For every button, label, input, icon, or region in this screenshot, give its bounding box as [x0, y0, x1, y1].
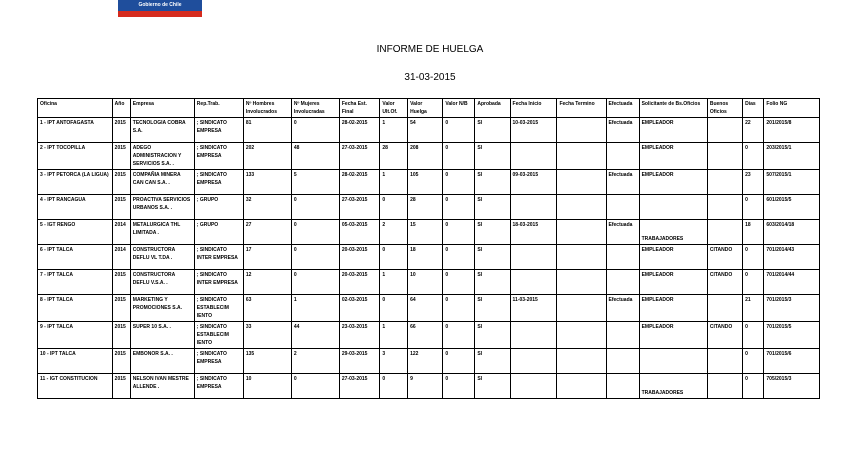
- report-title: INFORME DE HUELGA: [376, 44, 484, 55]
- table-cell: 32: [243, 195, 291, 220]
- table-cell: COMPAÑIA MINERA CAN CAN S.A. .: [130, 170, 194, 195]
- table-cell: [510, 245, 557, 270]
- table-cell: [639, 195, 707, 220]
- table-cell: [606, 270, 639, 295]
- table-cell: EMPLEADOR: [639, 295, 707, 322]
- column-header: Aprobada: [475, 99, 510, 118]
- table-cell: 0: [443, 170, 475, 195]
- table-cell: ; SINDICATO ESTABLECIM IENTO: [194, 295, 243, 322]
- table-cell: [606, 349, 639, 374]
- table-cell: Efectuada: [606, 295, 639, 322]
- column-header: Valor N/B: [443, 99, 475, 118]
- table-cell: 1: [291, 295, 339, 322]
- table-cell: 2015: [112, 322, 130, 349]
- table-cell: [707, 118, 742, 143]
- table-row: [38, 374, 820, 399]
- table-row: [38, 270, 820, 295]
- table-cell: Efectuada: [606, 170, 639, 195]
- table-row: [38, 349, 820, 374]
- table-cell: 2015: [112, 270, 130, 295]
- table-cell: 2: [380, 220, 408, 245]
- table-cell: 0: [743, 374, 764, 399]
- table-cell: 0: [743, 270, 764, 295]
- table-cell: 9 - IPT TALCA: [38, 322, 113, 349]
- table-cell: EMPLEADOR: [639, 118, 707, 143]
- table-cell: [557, 322, 606, 349]
- table-cell: 18: [408, 245, 443, 270]
- table-cell: CITANDO: [707, 322, 742, 349]
- table-cell: 0: [743, 349, 764, 374]
- table-cell: [557, 270, 606, 295]
- table-cell: 66: [408, 322, 443, 349]
- table-cell: 0: [443, 374, 475, 399]
- table-cell: 20-03-2015: [339, 245, 380, 270]
- table-cell: 0: [443, 143, 475, 170]
- table-cell: 507/2015/1: [764, 170, 820, 195]
- table-cell: 0: [443, 245, 475, 270]
- table-cell: 0: [443, 349, 475, 374]
- table-cell: 27-03-2015: [339, 374, 380, 399]
- table-cell: 27: [243, 220, 291, 245]
- table-cell: 81: [243, 118, 291, 143]
- table-cell: 7 - IPT TALCA: [38, 270, 113, 295]
- table-cell: [707, 295, 742, 322]
- table-cell: 28: [380, 143, 408, 170]
- table-cell: [510, 270, 557, 295]
- table-cell: 1: [380, 270, 408, 295]
- table-cell: 135: [243, 349, 291, 374]
- column-header: Rep.Trab.: [194, 99, 243, 118]
- table-cell: Efectuada: [606, 220, 639, 245]
- table-cell: 2 - IPT TOCOPILLA: [38, 143, 113, 170]
- table-cell: 18: [743, 220, 764, 245]
- table-cell: [606, 143, 639, 170]
- table-cell: 3 - IPT PETORCA (LA LIGUA): [38, 170, 113, 195]
- table-header-row: [38, 99, 820, 118]
- table-cell: ; SINDICATO EMPRESA: [194, 143, 243, 170]
- table-cell: SI: [475, 349, 510, 374]
- table-cell: 701/2014/43: [764, 245, 820, 270]
- table-cell: [510, 195, 557, 220]
- table-cell: 0: [743, 143, 764, 170]
- table-cell: [707, 195, 742, 220]
- table-cell: [557, 220, 606, 245]
- table-cell: 28-02-2015: [339, 118, 380, 143]
- table-cell: 0: [291, 270, 339, 295]
- table-cell: EMPLEADOR: [639, 322, 707, 349]
- table-cell: ; SINDICATO EMPRESA: [194, 118, 243, 143]
- table-cell: 44: [291, 322, 339, 349]
- column-header: Valor Ult.Of.: [380, 99, 408, 118]
- table-cell: SI: [475, 374, 510, 399]
- column-header: Año: [112, 99, 130, 118]
- table-cell: 27-03-2015: [339, 143, 380, 170]
- table-cell: 603/2014/18: [764, 220, 820, 245]
- table-cell: 202: [243, 143, 291, 170]
- table-cell: CITANDO: [707, 270, 742, 295]
- table-row: [38, 143, 820, 170]
- table-cell: ; SINDICATO ESTABLECIM IENTO: [194, 322, 243, 349]
- table-cell: [639, 349, 707, 374]
- table-cell: EMPLEADOR: [639, 270, 707, 295]
- table-cell: [707, 220, 742, 245]
- column-header: Empresa: [130, 99, 194, 118]
- table-cell: 27-03-2015: [339, 195, 380, 220]
- table-cell: [510, 374, 557, 399]
- table-cell: 10 - IPT TALCA: [38, 349, 113, 374]
- table-cell: 705/2015/3: [764, 374, 820, 399]
- table-cell: EMPLEADOR: [639, 170, 707, 195]
- table-cell: 2015: [112, 118, 130, 143]
- table-cell: [707, 374, 742, 399]
- table-cell: SUPER 10 S.A. .: [130, 322, 194, 349]
- table-cell: ; SINDICATO EMPRESA: [194, 349, 243, 374]
- column-header: Oficina: [38, 99, 113, 118]
- table-cell: 29-03-2015: [339, 349, 380, 374]
- table-cell: 0: [443, 270, 475, 295]
- table-cell: [557, 118, 606, 143]
- column-header: Folio NG: [764, 99, 820, 118]
- table-cell: 2014: [112, 220, 130, 245]
- table-cell: 0: [743, 195, 764, 220]
- table-row: [38, 170, 820, 195]
- table-cell: 0: [443, 322, 475, 349]
- table-row: [38, 245, 820, 270]
- table-cell: 2015: [112, 374, 130, 399]
- table-cell: 4 - IPT RANCAGUA: [38, 195, 113, 220]
- table-cell: 2015: [112, 195, 130, 220]
- table-cell: 5: [291, 170, 339, 195]
- table-cell: 0: [443, 295, 475, 322]
- table-cell: 28: [408, 195, 443, 220]
- table-cell: 48: [291, 143, 339, 170]
- table-cell: 02-03-2015: [339, 295, 380, 322]
- table-cell: 105: [408, 170, 443, 195]
- table-cell: [606, 322, 639, 349]
- table-cell: CONSTRUCTORA DEFLU VL T.DA .: [130, 245, 194, 270]
- table-cell: 11-03-2015: [510, 295, 557, 322]
- table-cell: PROACTIVA SERVICIOS URBANOS S.A. .: [130, 195, 194, 220]
- table-cell: 2015: [112, 170, 130, 195]
- table-cell: 10: [243, 374, 291, 399]
- table-cell: 23-03-2015: [339, 322, 380, 349]
- table-cell: 8 - IPT TALCA: [38, 295, 113, 322]
- table-cell: EMPLEADOR: [639, 245, 707, 270]
- table-row: [38, 195, 820, 220]
- table-cell: 28-02-2015: [339, 170, 380, 195]
- table-cell: 0: [443, 118, 475, 143]
- table-cell: TRABAJADORES: [639, 220, 707, 245]
- table-cell: SI: [475, 195, 510, 220]
- table-cell: 64: [408, 295, 443, 322]
- logo-text: Gobierno de Chile: [138, 2, 182, 8]
- table-cell: MARKETING Y PROMOCIONES S.A.: [130, 295, 194, 322]
- table-cell: [510, 143, 557, 170]
- table-cell: ; SINDICATO INTER EMPRESA: [194, 245, 243, 270]
- column-header: Buenos Oficios: [707, 99, 742, 118]
- table-cell: [510, 349, 557, 374]
- table-cell: 2015: [112, 143, 130, 170]
- table-cell: 05-03-2015: [339, 220, 380, 245]
- column-header: Valor Huelga: [408, 99, 443, 118]
- table-cell: 21: [743, 295, 764, 322]
- table-cell: 0: [291, 245, 339, 270]
- table-cell: 208: [408, 143, 443, 170]
- table-cell: 15: [408, 220, 443, 245]
- table-cell: 3: [380, 349, 408, 374]
- gobierno-logo: [118, 0, 202, 17]
- table-cell: SI: [475, 245, 510, 270]
- table-cell: CONSTRUCTORA DEFLU V.S.A. .: [130, 270, 194, 295]
- column-header: Efectuada: [606, 99, 639, 118]
- table-cell: [557, 195, 606, 220]
- table-cell: 122: [408, 349, 443, 374]
- table-cell: 22: [743, 118, 764, 143]
- table-cell: ; SINDICATO INTER EMPRESA: [194, 270, 243, 295]
- table-row: [38, 118, 820, 143]
- column-header: Días: [743, 99, 764, 118]
- table-cell: SI: [475, 322, 510, 349]
- table-cell: 1 - IPT ANTOFAGASTA: [38, 118, 113, 143]
- table-cell: 203/2015/1: [764, 143, 820, 170]
- table-cell: 701/2014/44: [764, 270, 820, 295]
- table-row: [38, 295, 820, 322]
- table-cell: 2: [291, 349, 339, 374]
- table-cell: 1: [380, 118, 408, 143]
- table-cell: 0: [443, 220, 475, 245]
- table-cell: 2015: [112, 295, 130, 322]
- column-header: Fecha Est. Final: [339, 99, 380, 118]
- table-cell: SI: [475, 170, 510, 195]
- table-cell: ADEGO ADMINISTRACION Y SERVICIOS S.A. .: [130, 143, 194, 170]
- table-cell: [707, 170, 742, 195]
- strike-report-table: [37, 98, 820, 399]
- column-header: Fecha Termino: [557, 99, 606, 118]
- table-cell: SI: [475, 295, 510, 322]
- table-cell: 17: [243, 245, 291, 270]
- table-cell: 0: [291, 374, 339, 399]
- table-cell: 701/2015/5: [764, 322, 820, 349]
- table-cell: 0: [743, 245, 764, 270]
- table-cell: [557, 295, 606, 322]
- table-cell: [707, 143, 742, 170]
- table-cell: EMBONOR S.A. .: [130, 349, 194, 374]
- table-cell: 0: [443, 195, 475, 220]
- table-cell: NELSON IVAN MESTRE ALLENDE .: [130, 374, 194, 399]
- table-cell: 0: [291, 220, 339, 245]
- table-cell: 0: [291, 118, 339, 143]
- table-cell: ; SINDICATO EMPRESA: [194, 374, 243, 399]
- table-cell: Efectuada: [606, 118, 639, 143]
- table-row: [38, 220, 820, 245]
- table-cell: EMPLEADOR: [639, 143, 707, 170]
- table-cell: [606, 374, 639, 399]
- table-cell: METALURGICA THL LIMITADA .: [130, 220, 194, 245]
- table-cell: ; GRUPO: [194, 195, 243, 220]
- table-cell: ; SINDICATO EMPRESA: [194, 170, 243, 195]
- table-cell: 33: [243, 322, 291, 349]
- table-cell: 0: [380, 195, 408, 220]
- table-cell: TECNOLOGIA COBRA S.A.: [130, 118, 194, 143]
- table-cell: 601/2015/5: [764, 195, 820, 220]
- table-cell: 1: [380, 322, 408, 349]
- table-cell: [557, 245, 606, 270]
- table-cell: [557, 349, 606, 374]
- table-cell: 12: [243, 270, 291, 295]
- table-cell: SI: [475, 270, 510, 295]
- table-cell: 201/2015/8: [764, 118, 820, 143]
- table-cell: 11 - IGT CONSTITUCION: [38, 374, 113, 399]
- table-cell: 0: [380, 374, 408, 399]
- column-header: Solicitante de Bs.Oficios: [639, 99, 707, 118]
- table-cell: [606, 245, 639, 270]
- table-cell: CITANDO: [707, 245, 742, 270]
- table-cell: SI: [475, 118, 510, 143]
- table-cell: [707, 349, 742, 374]
- logo-red-band: [118, 11, 202, 17]
- table-cell: 9: [408, 374, 443, 399]
- table-cell: 54: [408, 118, 443, 143]
- report-date: 31-03-2015: [404, 72, 456, 83]
- table-cell: 2014: [112, 245, 130, 270]
- table-cell: 701/2015/6: [764, 349, 820, 374]
- table-cell: [510, 322, 557, 349]
- column-header: Fecha Inicio: [510, 99, 557, 118]
- table-row: [38, 322, 820, 349]
- table-cell: 1: [380, 170, 408, 195]
- table-cell: 0: [743, 322, 764, 349]
- table-cell: 133: [243, 170, 291, 195]
- column-header: Nº Hombres Involucrados: [243, 99, 291, 118]
- table-cell: 20-03-2015: [339, 270, 380, 295]
- table-cell: 18-03-2015: [510, 220, 557, 245]
- table-cell: 0: [380, 295, 408, 322]
- table-cell: 701/2015/3: [764, 295, 820, 322]
- table-cell: TRABAJADORES: [639, 374, 707, 399]
- table-cell: 10: [408, 270, 443, 295]
- table-cell: [557, 143, 606, 170]
- table-cell: 0: [291, 195, 339, 220]
- table-cell: 2015: [112, 349, 130, 374]
- table-cell: 5 - IGT RENGO: [38, 220, 113, 245]
- table-cell: 09-03-2015: [510, 170, 557, 195]
- table-cell: ; GRUPO: [194, 220, 243, 245]
- table-cell: [557, 170, 606, 195]
- table-cell: SI: [475, 143, 510, 170]
- table-cell: [557, 374, 606, 399]
- column-header: Nº Mujeres Involucradas: [291, 99, 339, 118]
- table-cell: [606, 195, 639, 220]
- table-cell: 0: [380, 245, 408, 270]
- table-cell: 63: [243, 295, 291, 322]
- table-cell: SI: [475, 220, 510, 245]
- table-cell: 6 - IPT TALCA: [38, 245, 113, 270]
- table-cell: 10-03-2015: [510, 118, 557, 143]
- table-cell: 23: [743, 170, 764, 195]
